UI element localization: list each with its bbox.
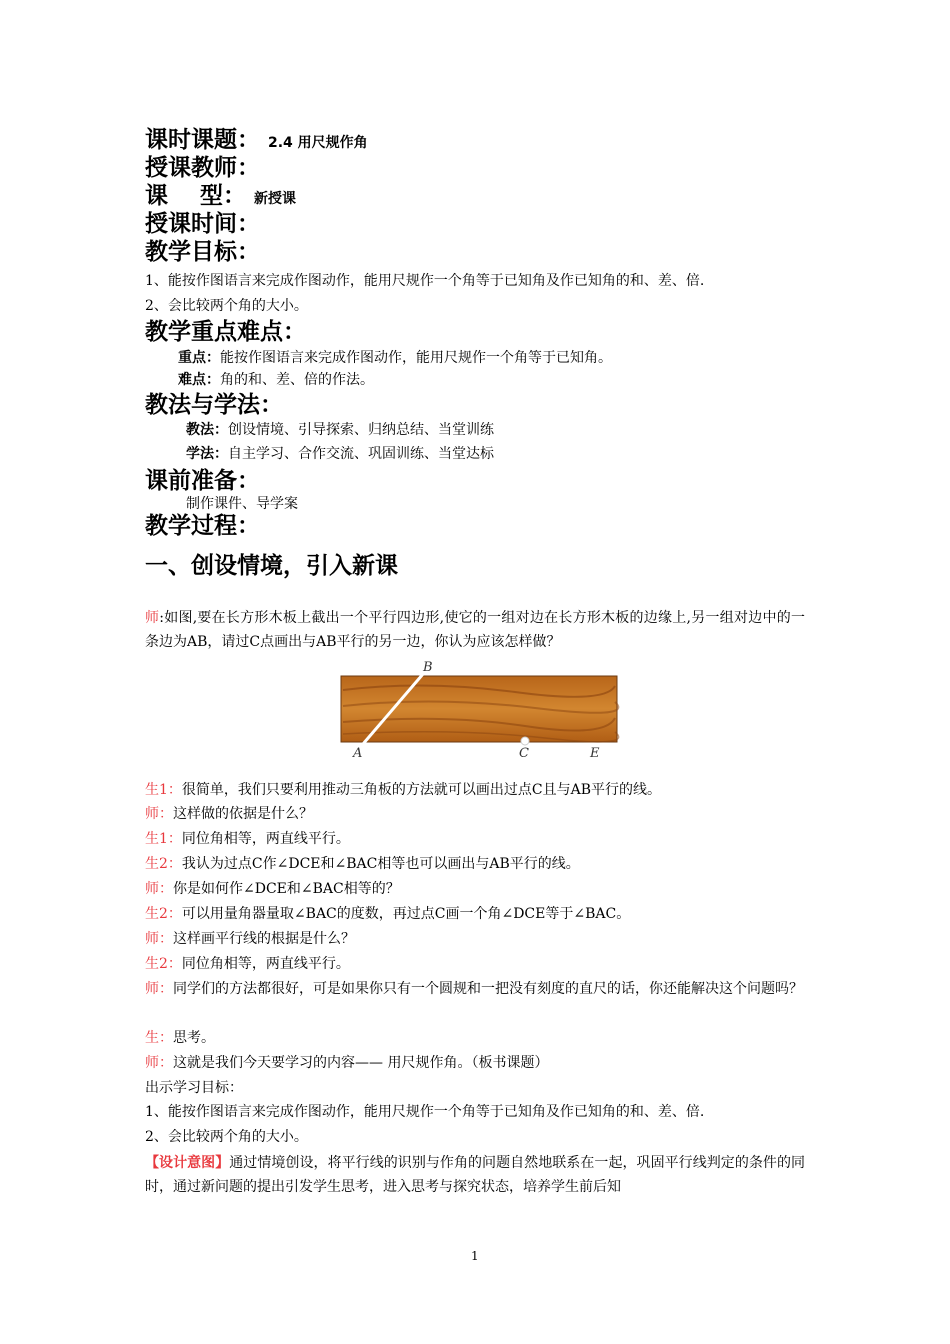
dialogue-text: 你是如何作∠DCE和∠BAC相等的？ [173, 881, 400, 897]
topic-label: 课时课题： [145, 127, 260, 153]
process-heading [145, 513, 260, 539]
type-line [145, 183, 296, 209]
goal-1: 1、能按作图语言来完成作图动作，能用尺规作一个角等于已知角及作已知角的和、差、倍. [145, 273, 705, 289]
dialogue-text: 这就是我们今天要学习的内容—— 用尺规作角。（板书课题） [173, 1055, 549, 1071]
dialogue-line [145, 954, 350, 974]
goal-2: 2、会比较两个角的大小。 [145, 298, 308, 314]
goals-heading [145, 239, 260, 265]
dialogue-line [145, 1053, 548, 1073]
type-value: 新授课 [254, 191, 297, 207]
learn-label: 学法： [186, 446, 228, 462]
dialogue-text: 这样画平行线的根据是什么？ [173, 931, 355, 947]
intro-text: :如图,要在长方形木板上截出一个平行四边形,使它的一组对边在长方形木板的边缘上,另一组对边中的一条边为AB，请过C点画出与AB平行的另一边，你认为应该怎样做？ [145, 610, 805, 650]
wood-board-figure [335, 660, 625, 760]
teacher-long-paragraph [145, 977, 805, 1001]
dialogue-line [145, 804, 313, 824]
teacher-label: 授课教师： [145, 155, 260, 181]
speaker-label: 生： [145, 1030, 173, 1046]
design-text: 通过情境创设，将平行线的识别与作角的问题自然地联系在一起，巩固平行线判定的条件的同时，通过新问题的提出引发学生思考，进入思考与探究状态，培养学生前后知 [145, 1155, 806, 1195]
teach-text: 创设情境、引导探索、归纳总结、当堂训练 [228, 422, 494, 438]
teach-label: 教法： [186, 422, 228, 438]
speaker-label: 生2： [145, 856, 182, 872]
goal-repeat-2: 2、会比较两个角的大小。 [145, 1129, 308, 1145]
speaker-label: 师： [145, 881, 173, 897]
learn-text: 自主学习、合作交流、巩固训练、当堂达标 [228, 446, 494, 462]
key-point-label: 重点： [178, 350, 220, 366]
teacher-line [145, 155, 260, 181]
dialogue-line [145, 854, 580, 874]
dialogue-text: 同位角相等，两直线平行。 [181, 831, 350, 847]
goal-repeat-1: 1、能按作图语言来完成作图动作，能用尺规作一个角等于已知角及作已知角的和、差、倍. [145, 1104, 705, 1120]
label-c: C [519, 746, 529, 760]
difficulty-text: 角的和、差、倍的作法。 [220, 372, 374, 388]
speaker-label: 师： [145, 981, 173, 997]
dialogue-line [145, 929, 355, 949]
dialogue-line [145, 829, 350, 849]
prep-heading [145, 468, 260, 494]
dialogue-line [145, 780, 661, 800]
show-goals-text: 出示学习目标： [145, 1080, 243, 1096]
prep-text: 制作课件、导学案 [186, 496, 298, 512]
goals-label: 教学目标： [145, 239, 260, 265]
key-label: 教学重点难点： [145, 319, 306, 345]
teach-method-line [186, 420, 494, 440]
prep-label: 课前准备： [145, 468, 260, 494]
topic-line [145, 127, 368, 153]
key-heading [145, 319, 306, 345]
dialogue-text: 可以用量角器量取∠BAC的度数，再过点C画一个角∠DCE等于∠BAC。 [181, 906, 631, 922]
time-line [145, 211, 260, 237]
speaker-label: 生2： [145, 956, 182, 972]
point-c [521, 737, 529, 745]
topic-value: 2.4 用尺规作角 [268, 135, 368, 151]
difficulty-line [178, 370, 374, 390]
dialogue-text: 同位角相等，两直线平行。 [181, 956, 350, 972]
speaker-label: 师： [145, 931, 173, 947]
intro-speaker: 师 [145, 610, 160, 626]
section-1-title-text: 一、创设情境，引入新课 [145, 553, 398, 579]
process-label: 教学过程： [145, 513, 260, 539]
type-label: 课 型： [145, 183, 247, 209]
dialogue-text: 很简单，我们只要利用推动三角板的方法就可以画出过点C且与AB平行的线。 [181, 782, 662, 798]
design-intent-paragraph [145, 1151, 805, 1199]
speaker-label: 师： [145, 1055, 173, 1071]
method-label: 教法与学法： [145, 392, 283, 418]
page-number: 1 [471, 1249, 479, 1263]
intro-paragraph [145, 606, 805, 654]
speaker-label: 生1： [145, 782, 182, 798]
dialogue-text: 同学们的方法都很好，可是如果你只有一个圆规和一把没有刻度的直尺的话，你还能解决这个问题吗？ [173, 981, 803, 997]
difficulty-label: 难点： [178, 372, 220, 388]
label-a: A [353, 746, 363, 760]
learn-method-line [186, 444, 494, 464]
speaker-label: 生1： [145, 831, 182, 847]
method-heading [145, 392, 283, 418]
label-e: E [590, 746, 600, 760]
dialogue-text: 我认为过点C作∠DCE和∠BAC相等也可以画出与AB平行的线。 [181, 856, 580, 872]
dialogue-line [145, 1028, 215, 1048]
key-point-text: 能按作图语言来完成作图动作，能用尺规作一个角等于已知角。 [220, 350, 612, 366]
dialogue-line [145, 879, 400, 899]
time-label: 授课时间： [145, 211, 260, 237]
speaker-label: 师： [145, 806, 173, 822]
section-1-title [145, 551, 398, 583]
dialogue-line [145, 904, 630, 924]
dialogue-text: 思考。 [173, 1030, 215, 1046]
label-b: B [423, 660, 433, 675]
design-label: 【设计意图】 [145, 1155, 230, 1171]
speaker-label: 生2： [145, 906, 182, 922]
dialogue-text: 这样做的依据是什么？ [173, 806, 313, 822]
key-point-line [178, 348, 612, 368]
